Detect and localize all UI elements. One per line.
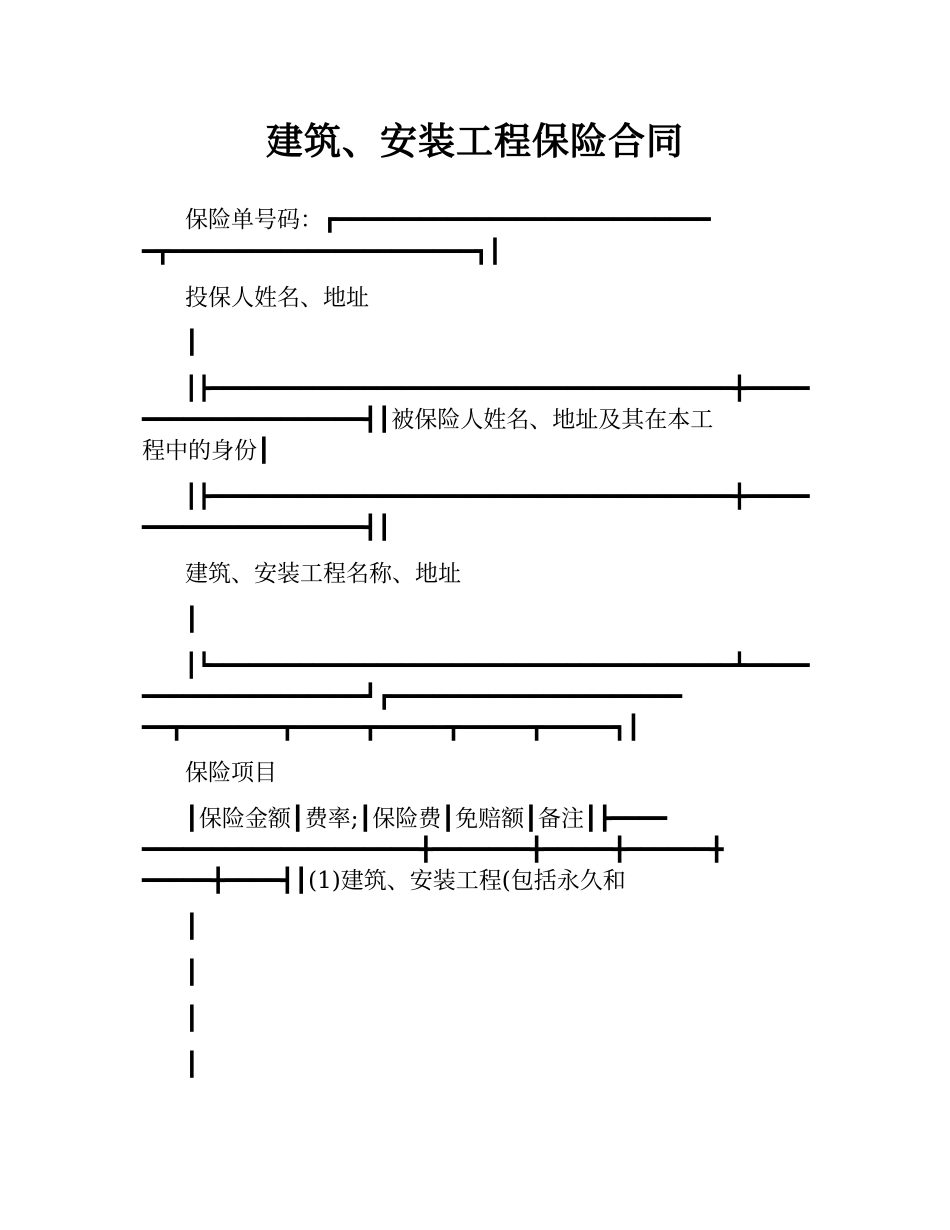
table-border-line: ┃ <box>185 1052 199 1078</box>
table-border-line: ┃ <box>185 914 199 940</box>
table-border-line: ━━┳━━━━━━━┳━━━━━┳━━━━━┳━━━━━┳━━━━━┓┃ <box>142 715 641 741</box>
table-border-line: ┃┣━━━━━━━━━━━━━━━━━━━━━━━━━━━━━━━━━━━━━━━━━╋━━━━━ <box>185 376 810 402</box>
table-border-line: ┃┗━━━━━━━━━━━━━━━━━━━━━━━━━━━━━━━━━━━━━━━━━┻━━━━━ <box>185 653 810 679</box>
table-border-line: ━━━━━━━━━━━━━━━━━━━━╋━━━━━━━╋━━━━━╋━━━━━━╋ <box>142 837 724 863</box>
policy-number-line: 保险单号码：┏━━━━━━━━━━━━━━━━━━━━━━━━━━━ <box>185 207 711 233</box>
insured-role-line: 程中的身份┃ <box>142 438 271 464</box>
document-title: 建筑、安装工程保险合同 <box>266 120 684 163</box>
table-row-item-1: ━━━━━╋━━━━┫┃(1)建筑、安装工程(包括永久和 <box>142 868 626 894</box>
table-border-line: ━┳━━━━━━━━━━━━━━━━━━━━━━┓┃ <box>142 239 503 265</box>
table-border-line: ┃ <box>185 960 199 986</box>
project-name-label: 建筑、安装工程名称、地址 <box>185 561 461 587</box>
table-border-line: ━━━━━━━━━━━━━━━━┛┏━━━━━━━━━━━━━━━━━━━━━ <box>142 684 683 710</box>
insured-label-line: ━━━━━━━━━━━━━━━━┫┃被保险人姓名、地址及其在本工 <box>142 407 714 433</box>
insured-items-label: 保险项目 <box>185 760 277 786</box>
policyholder-label: 投保人姓名、地址 <box>185 285 369 311</box>
table-border-line: ┃ <box>185 1006 199 1032</box>
table-border-line: ┃ <box>185 330 199 356</box>
table-header-row: ┃保险金额┃费率;┃保险费┃免赔额┃备注┃┣━━━━ <box>185 806 668 832</box>
table-border-line: ┃ <box>185 607 199 633</box>
table-border-line: ━━━━━━━━━━━━━━━━┫┃ <box>142 515 392 541</box>
table-border-line: ┃┣━━━━━━━━━━━━━━━━━━━━━━━━━━━━━━━━━━━━━━━━━╋━━━━━ <box>185 484 810 510</box>
